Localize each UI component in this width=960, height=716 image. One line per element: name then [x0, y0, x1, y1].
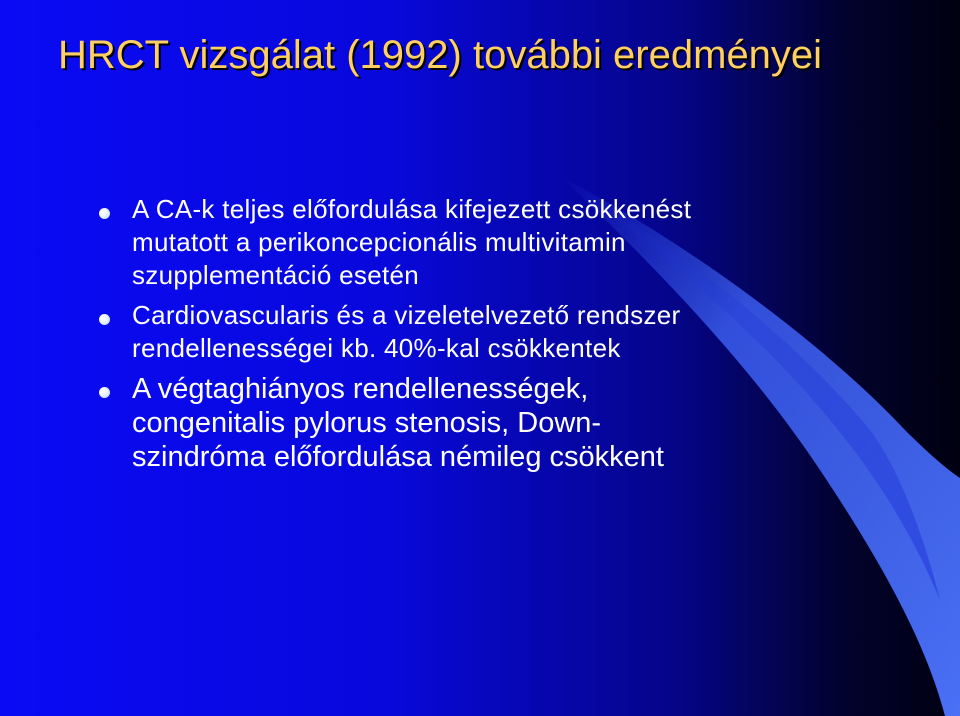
bullet-dot-icon — [99, 208, 110, 219]
bullet-text: A végtaghiányos rendellenességek, congenitalis pylorus stenosis, Down-szindróma előfordulása némileg csökkent — [132, 373, 664, 473]
list-item — [0, 193, 692, 292]
bullet-text: Cardiovascularis és a vizeletelvezető rendszer rendellenességei kb. 40%-kal csökkentek — [132, 300, 681, 363]
list-item — [0, 372, 732, 474]
bullet-dot-icon — [99, 387, 110, 398]
slide-title: HRCT vizsgálat (1992) további eredményei — [58, 33, 823, 77]
bullet-text: A CA-k teljes előfordulása kifejezett csökkenést mutatott a perikoncepcionális multivitamin szupplementáció esetén — [132, 194, 692, 290]
bullet-list — [0, 193, 960, 474]
bullet-dot-icon — [99, 314, 110, 325]
list-item — [0, 299, 752, 365]
